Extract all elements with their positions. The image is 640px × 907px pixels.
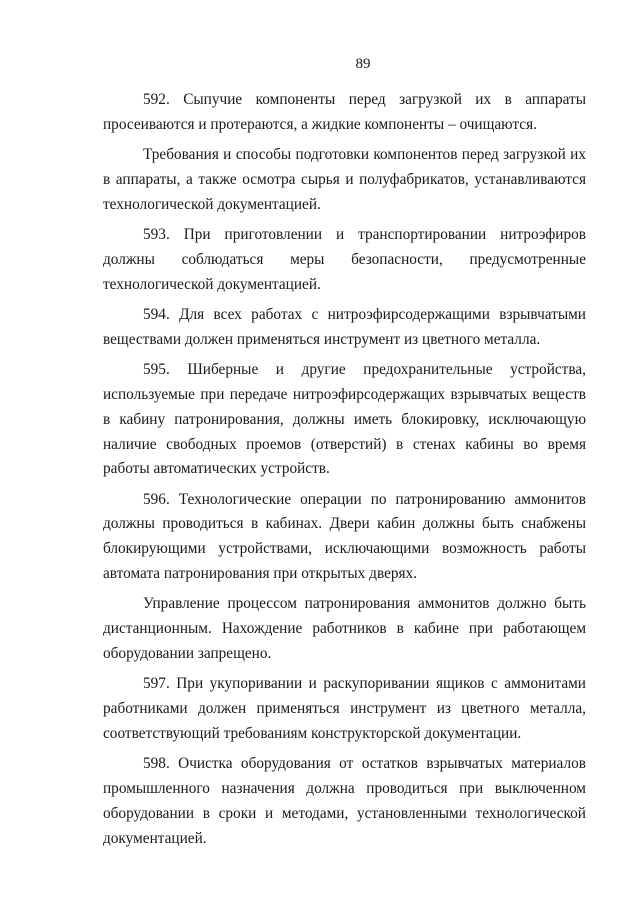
paragraph-596: 596. Технологические операции по патронированию аммонитов должны проводиться в кабинах. Двери кабин должны быть снабжены блокирующими устройствами, исключающими возможность работы автомата патронирования при открытых дверях. <box>103 490 586 583</box>
paragraph-592-requirements: Требования и способы подготовки компонентов перед загрузкой их в аппараты, а также осмотра сырья и полуфабрикатов, устанавливаются технологической документацией. <box>103 146 586 213</box>
page-number: 89 <box>355 56 371 72</box>
paragraph-595: 595. Шиберные и другие предохранительные устройства, используемые при передаче нитроэфирсодержащих взрывчатых веществ в кабину патронирования, должны иметь блокировку, исключающую наличие свободных проемов (отверстий) в стенах кабины во время работы автоматических устройств. <box>103 360 586 478</box>
paragraph-592: 592. Сыпучие компоненты перед загрузкой их в аппараты просеиваются и протераются, а жидкие компоненты – очищаются. <box>103 91 586 133</box>
paragraph-593: 593. При приготовлении и транспортировании нитроэфиров должны соблюдаться меры безопасности, предусмотренные технологической документацией. <box>103 225 586 293</box>
paragraph-598: 598. Очистка оборудования от остатков взрывчатых материалов промышленного назначения должна проводиться при выключенном оборудовании в сроки и методами, установленными технологической документацией. <box>103 755 586 847</box>
paragraph-597: 597. При укупоривании и раскупоривании ящиков с аммонитами работниками должен применяться инструмент из цветного металла, соответствующий требованиям конструкторской документации. <box>103 675 586 743</box>
paragraph-596-control: Управление процессом патронирования аммонитов должно быть дистанционным. Нахождение работников в кабине при работающем оборудовании запрещено. <box>103 595 586 663</box>
document-body <box>103 88 586 857</box>
paragraph-594: 594. Для всех работах с нитроэфирсодержащими взрывчатыми веществами должен применяться инструмент из цветного металла. <box>103 305 586 348</box>
